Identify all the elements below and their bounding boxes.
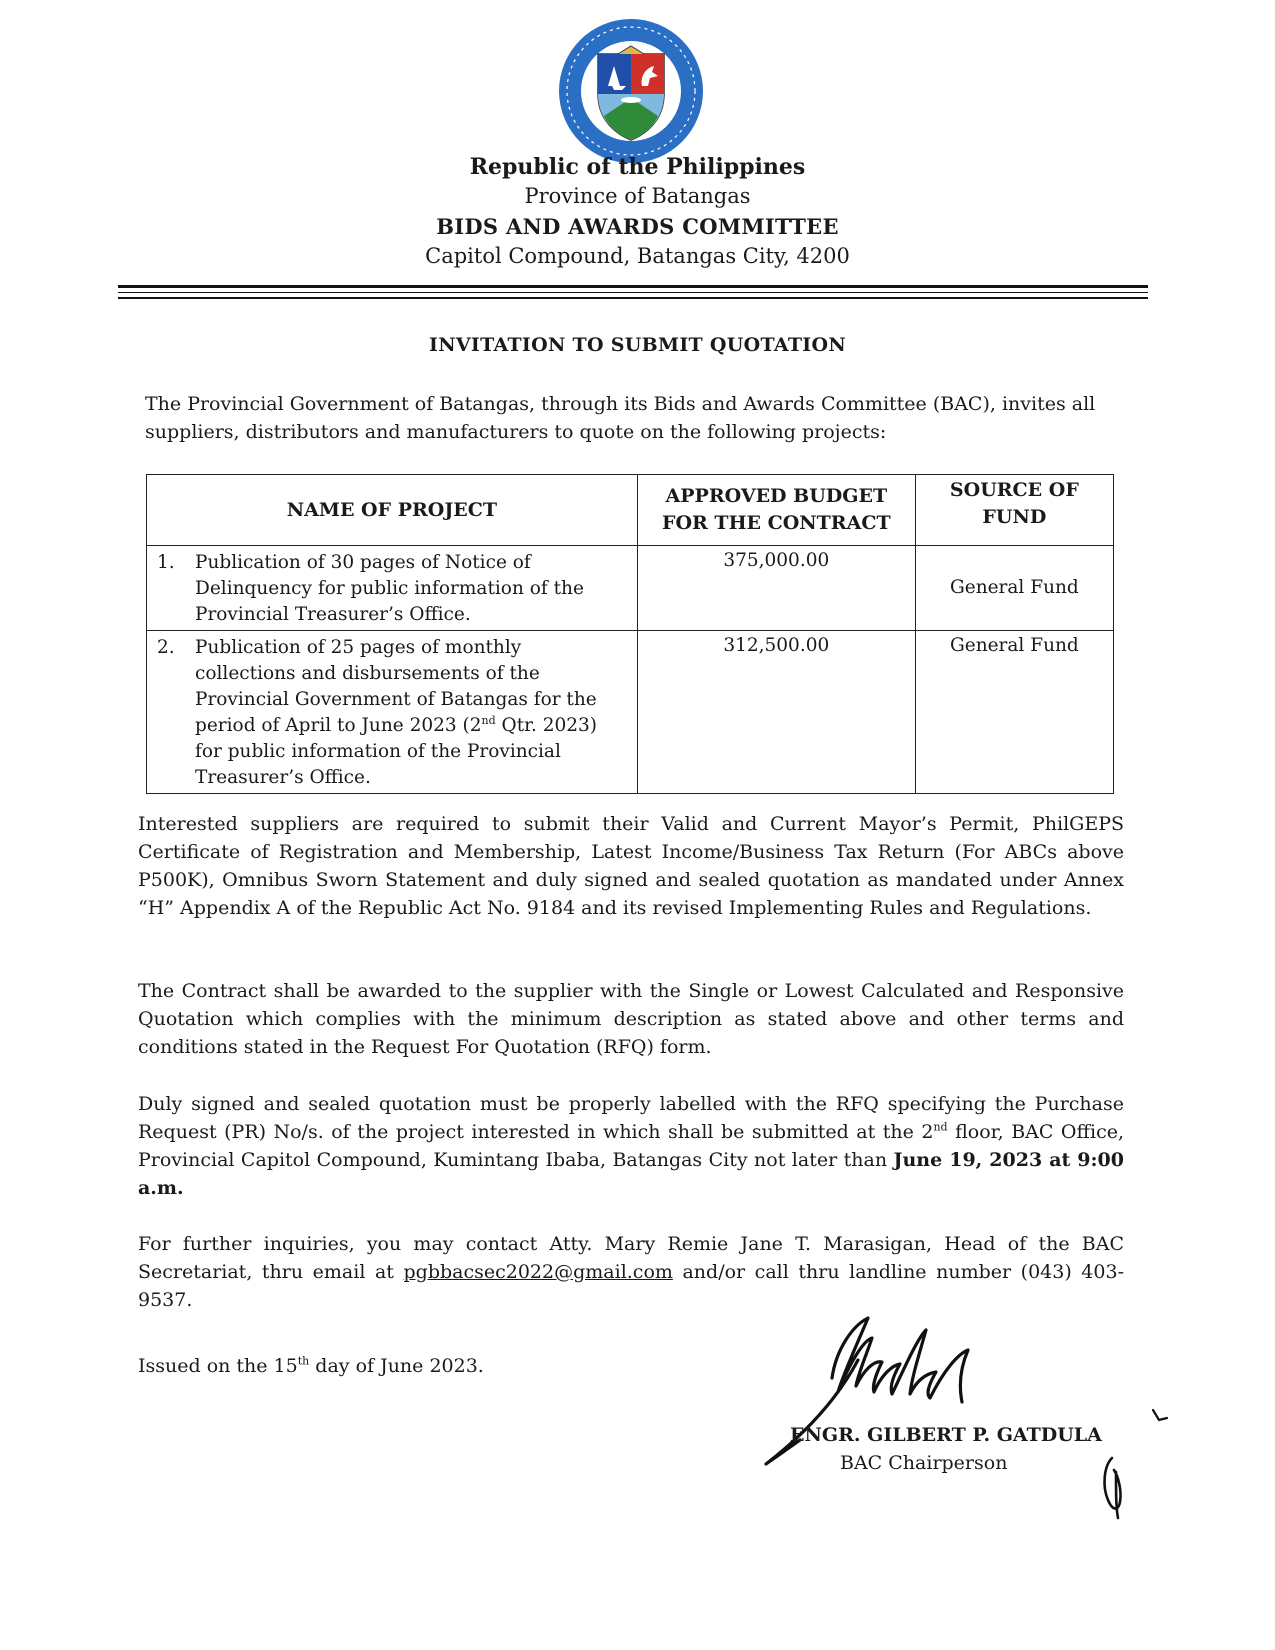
header-divider	[118, 292, 1148, 293]
header-divider	[118, 285, 1148, 288]
ordinal-suffix: th	[297, 1354, 310, 1368]
intro-paragraph: The Provincial Government of Batangas, through its Bids and Awards Committee (BAC), invites all suppliers, distributors and manufacturers to quote on the following projects:	[145, 393, 1096, 443]
table-header-row	[147, 475, 1114, 546]
initial-mark-icon	[1098, 1452, 1128, 1522]
submission-deadline: June 19, 2023 at 9:00 a.m.	[138, 1149, 1124, 1199]
row-number: 1.	[157, 552, 175, 573]
header-divider	[118, 297, 1148, 299]
ordinal-suffix: nd	[933, 1120, 948, 1134]
project-name: Publication of 30 pages of Notice of Delinquency for public information of the Provincial Treasurer’s Office.	[195, 552, 584, 625]
provincial-seal-logo	[556, 16, 706, 166]
header-republic: Republic of the Philippines	[469, 154, 806, 180]
issued-text: day of June 2023.	[309, 1355, 484, 1377]
column-header-abc-line2: FOR THE CONTRACT	[661, 512, 891, 534]
column-header-abc-line1: APPROVED BUDGET	[665, 485, 888, 507]
row-number: 2.	[157, 637, 175, 658]
column-header-abc	[637, 475, 915, 546]
project-name-part: Qtr. 2023) for public information of the Provincial Treasurer’s Office.	[195, 715, 598, 788]
project-fund-source: General Fund	[915, 631, 1113, 794]
header-address: Capitol Compound, Batangas City, 4200	[425, 244, 850, 268]
document-title: INVITATION TO SUBMIT QUOTATION	[429, 334, 846, 356]
ordinal-suffix: nd	[481, 713, 496, 727]
requirements-paragraph: Interested suppliers are required to submit their Valid and Current Mayor’s Permit, PhilGEPS Certificate of Registration and Membership, Latest Income/Business Tax Return (For ABCs above P500K), Omnibus Sworn Statement and duly signed and sealed quotation as mandated under Annex “H” Appendix A of the Republic Act No. 9184 and its revised Implementing Rules and Regulations.	[138, 813, 1124, 919]
project-name-cell	[147, 631, 638, 794]
table-row	[147, 546, 1114, 631]
submission-text: floor, BAC Office, Provincial Capitol Compound, Kumintang Ibaba, Batangas City not later than	[138, 1121, 1124, 1171]
inquiry-text: For further inquiries, you may contact Atty. Mary Remie Jane T. Marasigan, Head of the BAC Secretariat, thru email at	[138, 1233, 1124, 1283]
contact-email-link[interactable]: pgbbacsec2022@gmail.com	[403, 1261, 673, 1283]
award-paragraph: The Contract shall be awarded to the supplier with the Single or Lowest Calculated and Responsive Quotation which complies with the minimum description as stated above and other terms and conditions stated in the Request For Quotation (RFQ) form.	[138, 980, 1124, 1058]
issued-text: Issued on the 15	[138, 1355, 298, 1377]
project-name-part: Publication of 25 pages of monthly collections and disbursements of the Provincial Government of Batangas for the period of April to June 2023 (2	[195, 637, 597, 736]
column-header-source	[915, 475, 1113, 546]
submission-paragraph	[138, 1090, 1124, 1202]
header-committee: BIDS AND AWARDS COMMITTEE	[436, 214, 839, 239]
signatory-name: ENGR. GILBERT P. GATDULA	[790, 1424, 1102, 1446]
project-name-cell	[147, 546, 638, 631]
project-budget: 312,500.00	[637, 631, 915, 794]
inquiry-text: and/or call thru landline number (043) 403-9537.	[138, 1261, 1124, 1311]
project-fund-source: General Fund	[915, 546, 1113, 631]
project-name	[195, 635, 625, 791]
submission-text: Duly signed and sealed quotation must be properly labelled with the RFQ specifying the Purchase Request (PR) No/s. of the project interested in which shall be submitted at the 2	[138, 1093, 1124, 1143]
project-budget: 375,000.00	[637, 546, 915, 631]
signatory-position: BAC Chairperson	[840, 1452, 1008, 1474]
table-row	[147, 631, 1114, 794]
projects-table	[146, 474, 1114, 794]
column-header-source-line1: SOURCE OF	[949, 479, 1079, 501]
issued-date	[138, 1355, 484, 1377]
column-header-name: NAME OF PROJECT	[147, 475, 638, 546]
column-header-source-line2: FUND	[982, 506, 1047, 528]
pen-mark-icon	[1150, 1406, 1170, 1428]
header-province: Province of Batangas	[524, 184, 751, 208]
